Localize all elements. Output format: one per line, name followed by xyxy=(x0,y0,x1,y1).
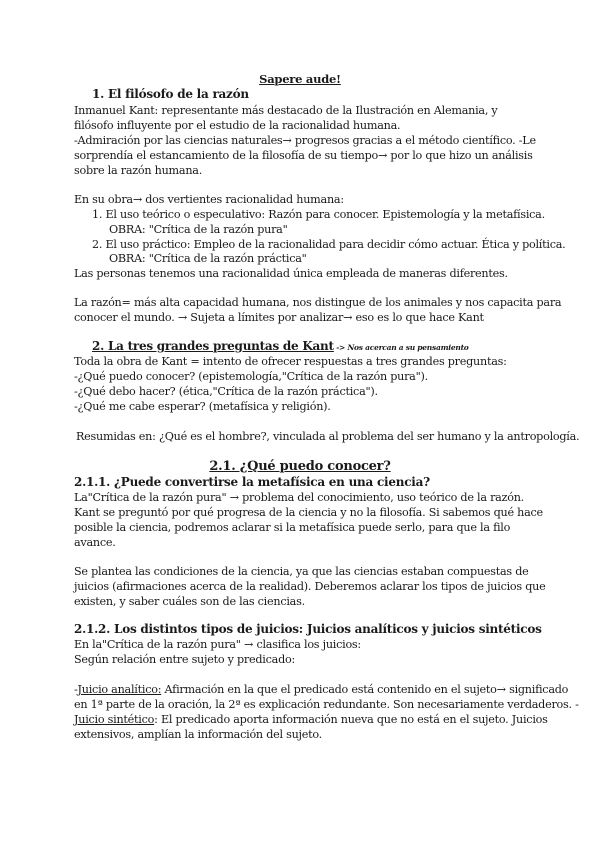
paragraph-line: avance. xyxy=(74,536,116,549)
paragraph-line: conocer el mundo. → Sujeta a límites por analizar→ eso es lo que hace Kant xyxy=(74,311,484,324)
paragraph-line: Se plantea las condiciones de la ciencia, ya que las ciencias estaban compuestas de xyxy=(74,565,529,578)
paragraph-line: extensivos, amplían la información del sujeto. xyxy=(74,728,322,741)
analitico-prefix: - xyxy=(74,683,78,696)
paragraph-line: En la"Crítica de la razón pura" → clasifica los juicios: xyxy=(74,638,361,651)
sintetico-line xyxy=(74,712,548,727)
paragraph-line: -Admiración por las ciencias naturales→ progresos gracias a el método científico. -Le xyxy=(74,134,536,147)
analitico-text: Afirmación en la que el predicado está contenido en el sujeto→ significado xyxy=(161,683,569,696)
list-item-work: OBRA: "Crítica de la razón pura" xyxy=(109,223,288,236)
list-item: 2. El uso práctico: Empleo de la racionalidad para decidir cómo actuar. Ética y política. xyxy=(92,238,566,251)
section-2-heading-text: 2. La tres grandes preguntas de Kant xyxy=(92,339,334,353)
section-2-heading xyxy=(92,339,469,355)
paragraph-line: existen, y saber cuáles son de las ciencias. xyxy=(74,595,305,608)
section-2-1-heading: 2.1. ¿Qué puedo conocer? xyxy=(209,459,391,474)
paragraph-line: Toda la obra de Kant = intento de ofrecer respuestas a tres grandes preguntas: xyxy=(74,355,507,368)
analitico-line xyxy=(74,682,568,697)
paragraph-line: posible la ciencia, podremos aclarar si la metafísica puede serlo, para que la filo xyxy=(74,521,511,534)
paragraph-line: -¿Qué puedo conocer? (epistemología,"Crítica de la razón pura"). xyxy=(74,370,428,383)
paragraph-line: La"Crítica de la razón pura" → problema del conocimiento, uso teórico de la razón. xyxy=(74,491,524,504)
paragraph-line: La razón= más alta capacidad humana, nos distingue de los animales y nos capacita para xyxy=(74,296,562,309)
paragraph-line: Inmanuel Kant: representante más destacado de la Ilustración en Alemania, y xyxy=(74,104,498,117)
sintetico-term: Juicio sintético xyxy=(74,713,155,726)
paragraph-line: sorprendía el estancamiento de la filosofía de su tiempo→ por lo que hizo un análisis xyxy=(74,149,533,162)
section-2-1-1-heading: 2.1.1. ¿Puede convertirse la metafísica en una ciencia? xyxy=(74,475,430,489)
paragraph-line: filósofo influyente por el estudio de la racionalidad humana. xyxy=(74,119,401,132)
document-title: Sapere aude! xyxy=(259,72,341,86)
paragraph-line: -¿Qué me cabe esperar? (metafísica y religión). xyxy=(74,400,331,413)
section-1-heading: 1. El filósofo de la razón xyxy=(92,87,249,101)
paragraph-line: Kant se preguntó por qué progresa de la ciencia y no la filosofía. Si sabemos qué hace xyxy=(74,506,543,519)
paragraph-line: en 1ª parte de la oración, la 2ª es explicación redundante. Son necesariamente verdaderos. - xyxy=(74,698,579,711)
paragraph-line: sobre la razón humana. xyxy=(74,164,202,177)
paragraph-line: Resumidas en: ¿Qué es el hombre?, vinculada al problema del ser humano y la antropología. xyxy=(76,430,580,443)
paragraph-line: juicios (afirmaciones acerca de la realidad). Deberemos aclarar los tipos de juicios que xyxy=(74,580,546,593)
section-2-heading-note: -> Nos acercan a su pensamiento xyxy=(333,343,469,352)
paragraph-line: Las personas tenemos una racionalidad única empleada de maneras diferentes. xyxy=(74,267,508,280)
analitico-term: Juicio analítico: xyxy=(77,683,162,696)
paragraph-line: En su obra→ dos vertientes racionalidad humana: xyxy=(74,193,344,206)
section-2-1-2-heading: 2.1.2. Los distintos tipos de juicios: Juicios analíticos y juicios sintéticos xyxy=(74,622,542,636)
paragraph-line: -¿Qué debo hacer? (ética,"Crítica de la razón práctica"). xyxy=(74,385,378,398)
list-item: 1. El uso teórico o especulativo: Razón para conocer. Epistemología y la metafísica. xyxy=(92,208,545,221)
sintetico-text: : El predicado aporta información nueva que no está en el sujeto. Juicios xyxy=(154,713,548,726)
list-item-work: OBRA: "Crítica de la razón práctica" xyxy=(109,252,307,265)
paragraph-line: Según relación entre sujeto y predicado: xyxy=(74,653,295,666)
